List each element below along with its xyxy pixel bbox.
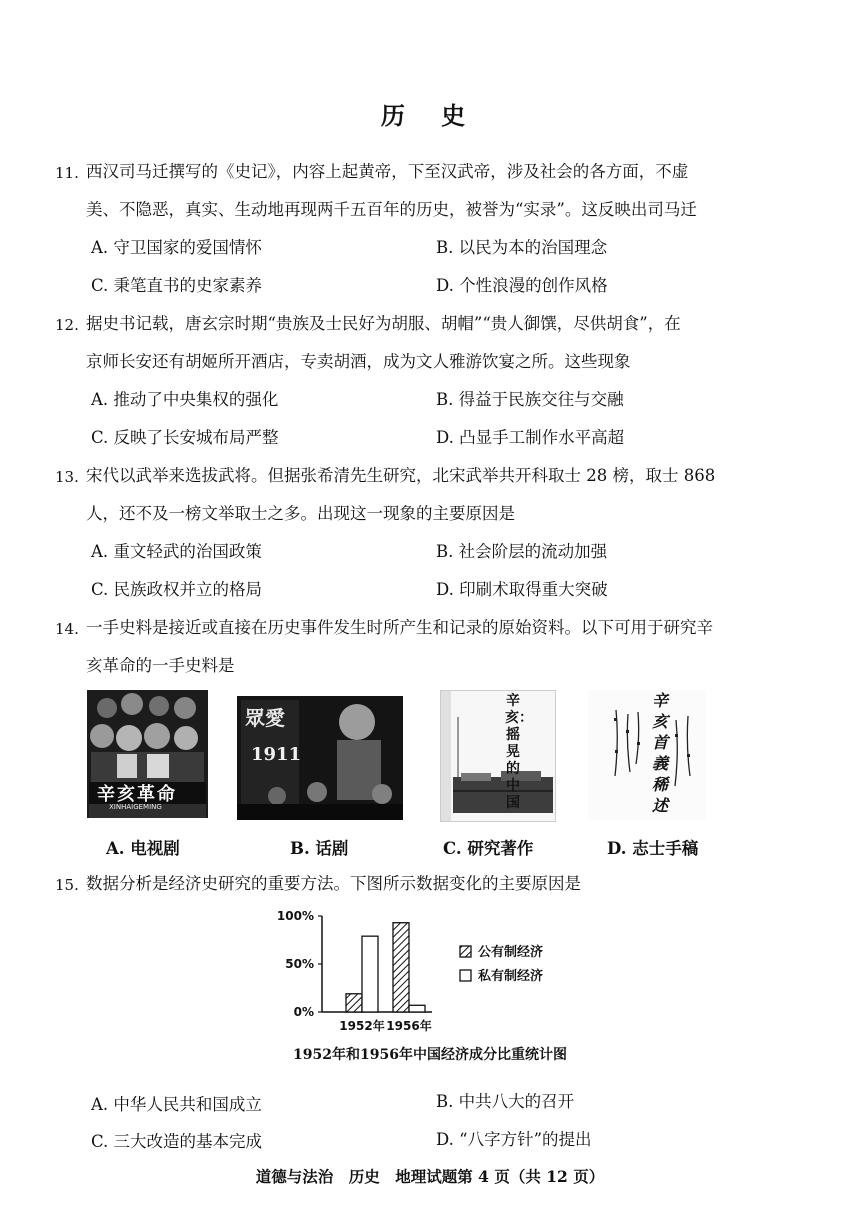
- question-13-line-2: 人，还不及一榜文举取士之多。出现这一现象的主要原因是: [86, 504, 515, 523]
- question-15-option-b: B. 中共八大的召开: [436, 1092, 575, 1111]
- chart-y-tick-label: 100%: [276, 909, 314, 923]
- question-14-number: 14.: [55, 620, 79, 638]
- chart-bar: [393, 923, 409, 1012]
- chart-x-tick-label: 1956年: [386, 1019, 432, 1033]
- image-b-caption: B. 话剧: [290, 839, 349, 858]
- page-title: 历 史: [380, 101, 480, 130]
- stage-drama-poster-year: 1911: [251, 744, 302, 765]
- question-12-option-c: C. 反映了长安城布局严整: [91, 428, 279, 447]
- question-11-option-d: D. 个性浪漫的创作风格: [436, 276, 608, 295]
- question-14-line-2: 亥革命的一手史料是: [86, 656, 235, 675]
- economy-composition-bar-chart: [260, 900, 600, 1040]
- chart-legend-swatch: [460, 946, 471, 957]
- question-12-line-2: 京师长安还有胡姬所开酒店，专卖胡酒，成为文人雅游饮宴之所。这些现象: [86, 352, 631, 371]
- question-11-option-c: C. 秉笔直书的史家素养: [91, 276, 263, 295]
- question-11-line-2: 美、不隐恶，真实、生动地再现两千五百年的历史，被誉为“实录”。这反映出司马迁: [86, 200, 697, 219]
- question-15-option-d: D. “八字方针”的提出: [436, 1130, 592, 1149]
- question-15-number: 15.: [55, 876, 79, 894]
- stage-drama-poster-title: 眾愛: [245, 706, 285, 730]
- chart-y-tick-label: 50%: [285, 957, 314, 971]
- question-11-option-a: A. 守卫国家的爱国情怀: [91, 238, 262, 257]
- tv-drama-poster-image: [87, 690, 208, 818]
- manuscript-image: [588, 690, 706, 820]
- chart-legend-swatch: [460, 970, 471, 981]
- question-13-line-1: 宋代以武举来选拔武将。但据张希清先生研究，北宋武举共开科取士 28 榜，取士 868: [86, 466, 716, 485]
- page-footer: 道德与法治 历史 地理试题第 4 页（共 12 页）: [255, 1167, 605, 1186]
- question-12-option-a: A. 推动了中央集权的强化: [91, 390, 279, 409]
- chart-x-tick-label: 1952年: [339, 1019, 385, 1033]
- chart-legend-label: 公有制经济: [478, 945, 544, 960]
- chart-bar: [346, 994, 362, 1012]
- manuscript-title: 辛亥首義稀述: [651, 691, 668, 815]
- tv-drama-poster-subtitle: XINHAIGEMING: [109, 803, 162, 811]
- question-12-option-b: B. 得益于民族交往与交融: [436, 390, 624, 409]
- research-book-cover-image: [440, 690, 556, 822]
- chart-title: 1952年和1956年中国经济成分比重统计图: [293, 1047, 567, 1063]
- question-11-line-1: 西汉司马迁撰写的《史记》，内容上起黄帝，下至汉武帝，涉及社会的各方面，不虚: [86, 162, 689, 181]
- question-15-line-1: 数据分析是经济史研究的重要方法。下图所示数据变化的主要原因是: [86, 874, 581, 893]
- question-11-option-b: B. 以民为本的治国理念: [436, 238, 608, 257]
- question-15-option-a: A. 中华人民共和国成立: [91, 1095, 262, 1114]
- question-13-option-c: C. 民族政权并立的格局: [91, 580, 263, 599]
- question-14-line-1: 一手史料是接近或直接在历史事件发生时所产生和记录的原始资料。以下可用于研究辛: [86, 618, 713, 637]
- question-11-number: 11.: [55, 164, 79, 182]
- chart-y-tick-label: 0%: [293, 1005, 314, 1019]
- tv-drama-poster-title: 辛亥革命: [97, 784, 177, 805]
- question-12-option-d: D. 凸显手工制作水平高超: [436, 428, 625, 447]
- question-13-option-a: A. 重文轻武的治国政策: [91, 542, 262, 561]
- question-12-number: 12.: [55, 316, 79, 334]
- stage-drama-poster-image: [237, 696, 403, 820]
- question-12-line-1: 据史书记载，唐玄宗时期“贵族及士民好为胡服、胡帽”“贵人御馔，尽供胡食”，在: [86, 314, 681, 333]
- research-book-title: 辛亥：摇晃的中国: [505, 693, 533, 811]
- chart-bar: [362, 936, 378, 1012]
- question-13-option-d: D. 印刷术取得重大突破: [436, 580, 608, 599]
- image-d-caption: D. 志士手稿: [607, 839, 699, 858]
- chart-legend-label: 私有制经济: [478, 969, 544, 984]
- chart-bar: [409, 1005, 425, 1012]
- image-a-caption: A. 电视剧: [106, 839, 180, 858]
- question-13-number: 13.: [55, 468, 79, 486]
- question-13-option-b: B. 社会阶层的流动加强: [436, 542, 608, 561]
- image-c-caption: C. 研究著作: [443, 839, 534, 858]
- question-15-option-c: C. 三大改造的基本完成: [91, 1132, 263, 1151]
